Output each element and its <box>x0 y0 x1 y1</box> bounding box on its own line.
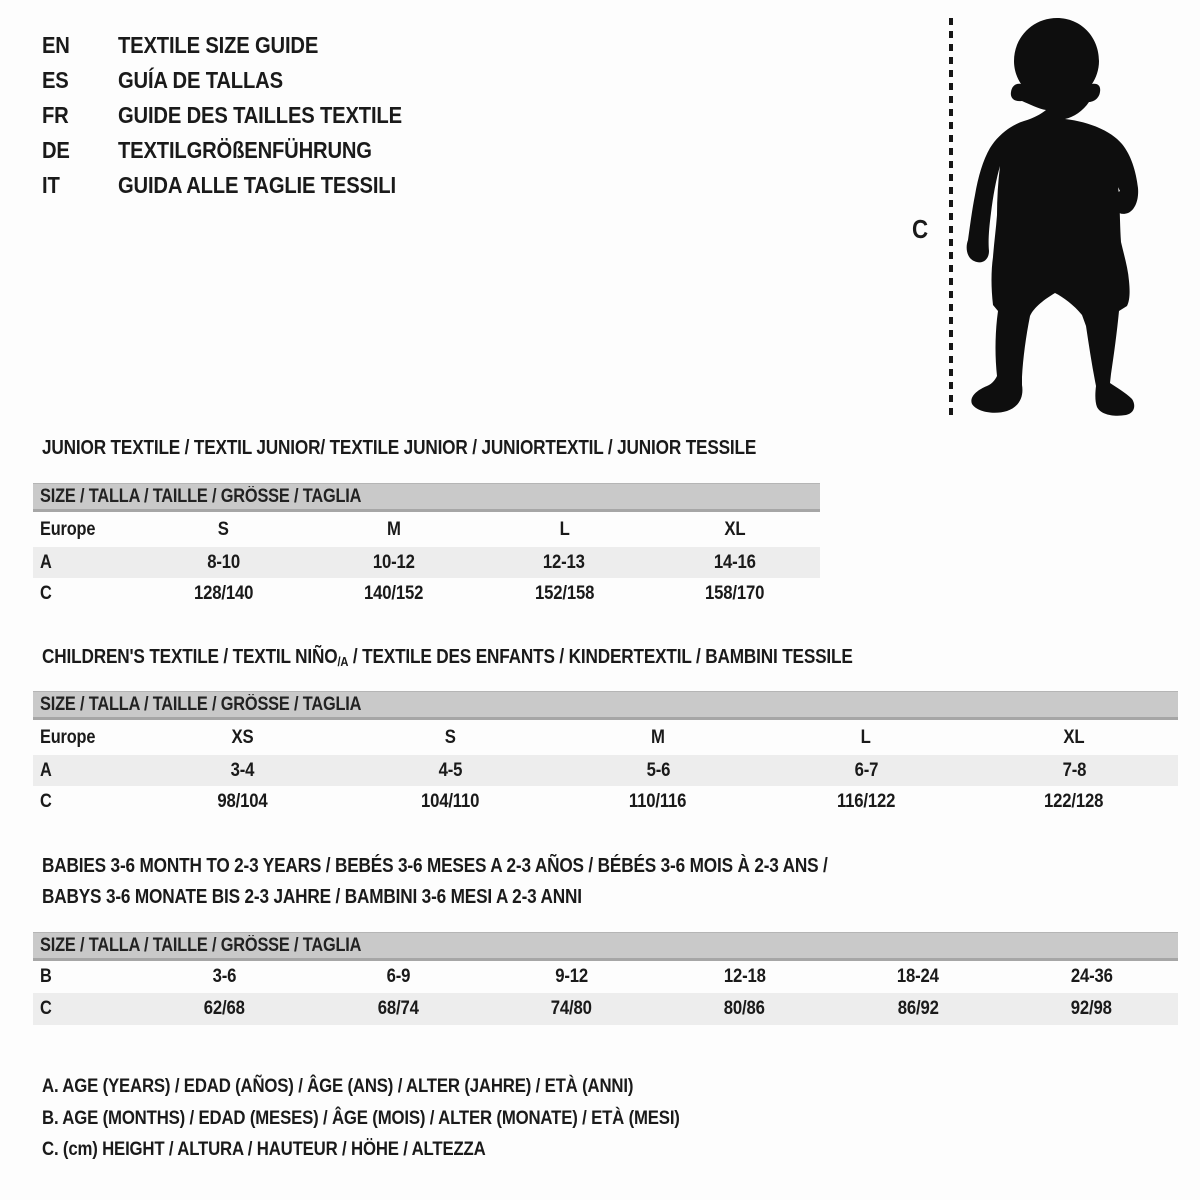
value-cell: 4-5 <box>438 759 462 781</box>
language-code: EN <box>42 32 70 58</box>
size-table-children <box>33 691 1178 817</box>
value-cell: 152/158 <box>534 582 594 604</box>
value-cell: 3-6 <box>212 966 237 987</box>
value-cell: 6-7 <box>854 759 878 781</box>
row-label: Europe <box>40 518 96 540</box>
table-row <box>33 961 1178 993</box>
value-cell: 68/74 <box>377 998 419 1019</box>
footnote-list <box>42 1071 784 1166</box>
height-measure-label: C <box>912 214 928 244</box>
value-cell: 5-6 <box>646 759 670 781</box>
size-cell: XL <box>1063 726 1085 748</box>
value-cell: 14-16 <box>713 551 756 573</box>
size-table-babies <box>33 932 1178 1025</box>
size-cell: L <box>559 518 570 540</box>
size-table-junior <box>33 483 820 609</box>
row-label: A <box>40 551 52 573</box>
value-cell: 128/140 <box>193 582 253 604</box>
value-cell: 12-13 <box>543 551 586 573</box>
size-cell: S <box>217 518 229 540</box>
value-cell: 6-9 <box>386 966 410 987</box>
table-row <box>33 512 820 547</box>
size-cell: L <box>860 726 872 748</box>
language-row <box>42 133 448 168</box>
size-cell: M <box>386 518 401 540</box>
table-row <box>33 755 1178 786</box>
value-cell: 86/92 <box>897 998 939 1019</box>
row-label: Europe <box>40 726 96 748</box>
value-cell: 8-10 <box>206 551 240 573</box>
size-cell: XL <box>724 518 746 540</box>
table-row <box>33 786 1178 817</box>
table-row <box>33 720 1178 755</box>
language-code: DE <box>42 137 70 163</box>
value-cell: 122/128 <box>1044 790 1104 812</box>
value-cell: 24-36 <box>1070 966 1113 987</box>
row-label: C <box>40 582 52 604</box>
language-code: FR <box>42 102 69 128</box>
row-label: C <box>40 998 52 1019</box>
section-heading-children: CHILDREN'S TEXTILE / TEXTIL NIÑO/A / TEXTILE DES ENFANTS / KINDERTEXTIL / BAMBINI TESSILE <box>42 646 853 669</box>
toddler-silhouette-icon <box>962 14 1140 418</box>
language-title: GUIDA ALLE TAGLIE TESSILI <box>118 172 396 198</box>
row-label: A <box>40 759 52 781</box>
value-cell: 104/110 <box>420 790 480 812</box>
footnote-b: B. AGE (MONTHS) / EDAD (MESES) / ÂGE (MOIS) / ALTER (MONATE) / ETÀ (MESI) <box>42 1106 680 1129</box>
section-heading-junior: JUNIOR TEXTILE / TEXTIL JUNIOR/ TEXTILE JUNIOR / JUNIORTEXTIL / JUNIOR TESSILE <box>42 437 757 459</box>
value-cell: 98/104 <box>216 790 268 812</box>
language-code: IT <box>42 172 60 198</box>
size-table-header: SIZE / TALLA / TAILLE / GRÖSSE / TAGLIA <box>33 483 820 512</box>
table-row <box>33 578 820 609</box>
value-cell: 9-12 <box>554 966 588 987</box>
section-heading-babies: BABIES 3-6 MONTH TO 2-3 YEARS / BEBÉS 3-6 MESES A 2-3 AÑOS / BÉBÉS 3-6 MOIS À 2-3 ANS / BABYS 3-6 MONATE BIS 2-3 JAHRE / BAMBINI 3-6 MESI A 2-3 ANNI <box>42 855 828 908</box>
language-title: GUIDE DES TAILLES TEXTILE <box>118 102 402 128</box>
language-title: GUÍA DE TALLAS <box>118 67 283 93</box>
row-label: B <box>40 966 52 987</box>
value-cell: 18-24 <box>897 966 939 987</box>
value-cell: 92/98 <box>1070 998 1112 1019</box>
value-cell: 3-4 <box>230 759 254 781</box>
language-row <box>42 63 448 98</box>
value-cell: 10-12 <box>372 551 415 573</box>
footnote-c: C. (cm) HEIGHT / ALTURA / HAUTEUR / HÖHE / ALTEZZA <box>42 1138 486 1161</box>
size-table-header: SIZE / TALLA / TAILLE / GRÖSSE / TAGLIA <box>33 932 1178 961</box>
value-cell: 116/122 <box>836 790 896 812</box>
size-cell: XS <box>231 726 253 748</box>
size-cell: S <box>444 726 456 748</box>
value-cell: 62/68 <box>204 998 246 1019</box>
size-cell: M <box>651 726 665 748</box>
language-row <box>42 98 448 133</box>
value-cell: 110/116 <box>629 790 687 812</box>
size-table-header: SIZE / TALLA / TAILLE / GRÖSSE / TAGLIA <box>33 691 1178 720</box>
language-title: TEXTILE SIZE GUIDE <box>118 32 319 58</box>
heading-subscript: /A <box>337 654 349 669</box>
table-row <box>33 993 1178 1025</box>
height-measure-line <box>949 18 953 416</box>
value-cell: 80/86 <box>724 998 766 1019</box>
language-title: TEXTILGRÖßENFÜHRUNG <box>118 137 372 163</box>
row-label: C <box>40 790 52 812</box>
value-cell: 158/170 <box>705 582 765 604</box>
language-title-list <box>42 28 448 203</box>
footnote-a: A. AGE (YEARS) / EDAD (AÑOS) / ÂGE (ANS) / ALTER (JAHRE) / ETÀ (ANNI) <box>42 1075 634 1098</box>
language-row <box>42 168 448 203</box>
table-row <box>33 547 820 578</box>
value-cell: 140/152 <box>364 582 424 604</box>
value-cell: 74/80 <box>550 998 592 1019</box>
language-row <box>42 28 448 63</box>
language-code: ES <box>42 67 69 93</box>
value-cell: 12-18 <box>723 966 766 987</box>
value-cell: 7-8 <box>1062 759 1086 781</box>
